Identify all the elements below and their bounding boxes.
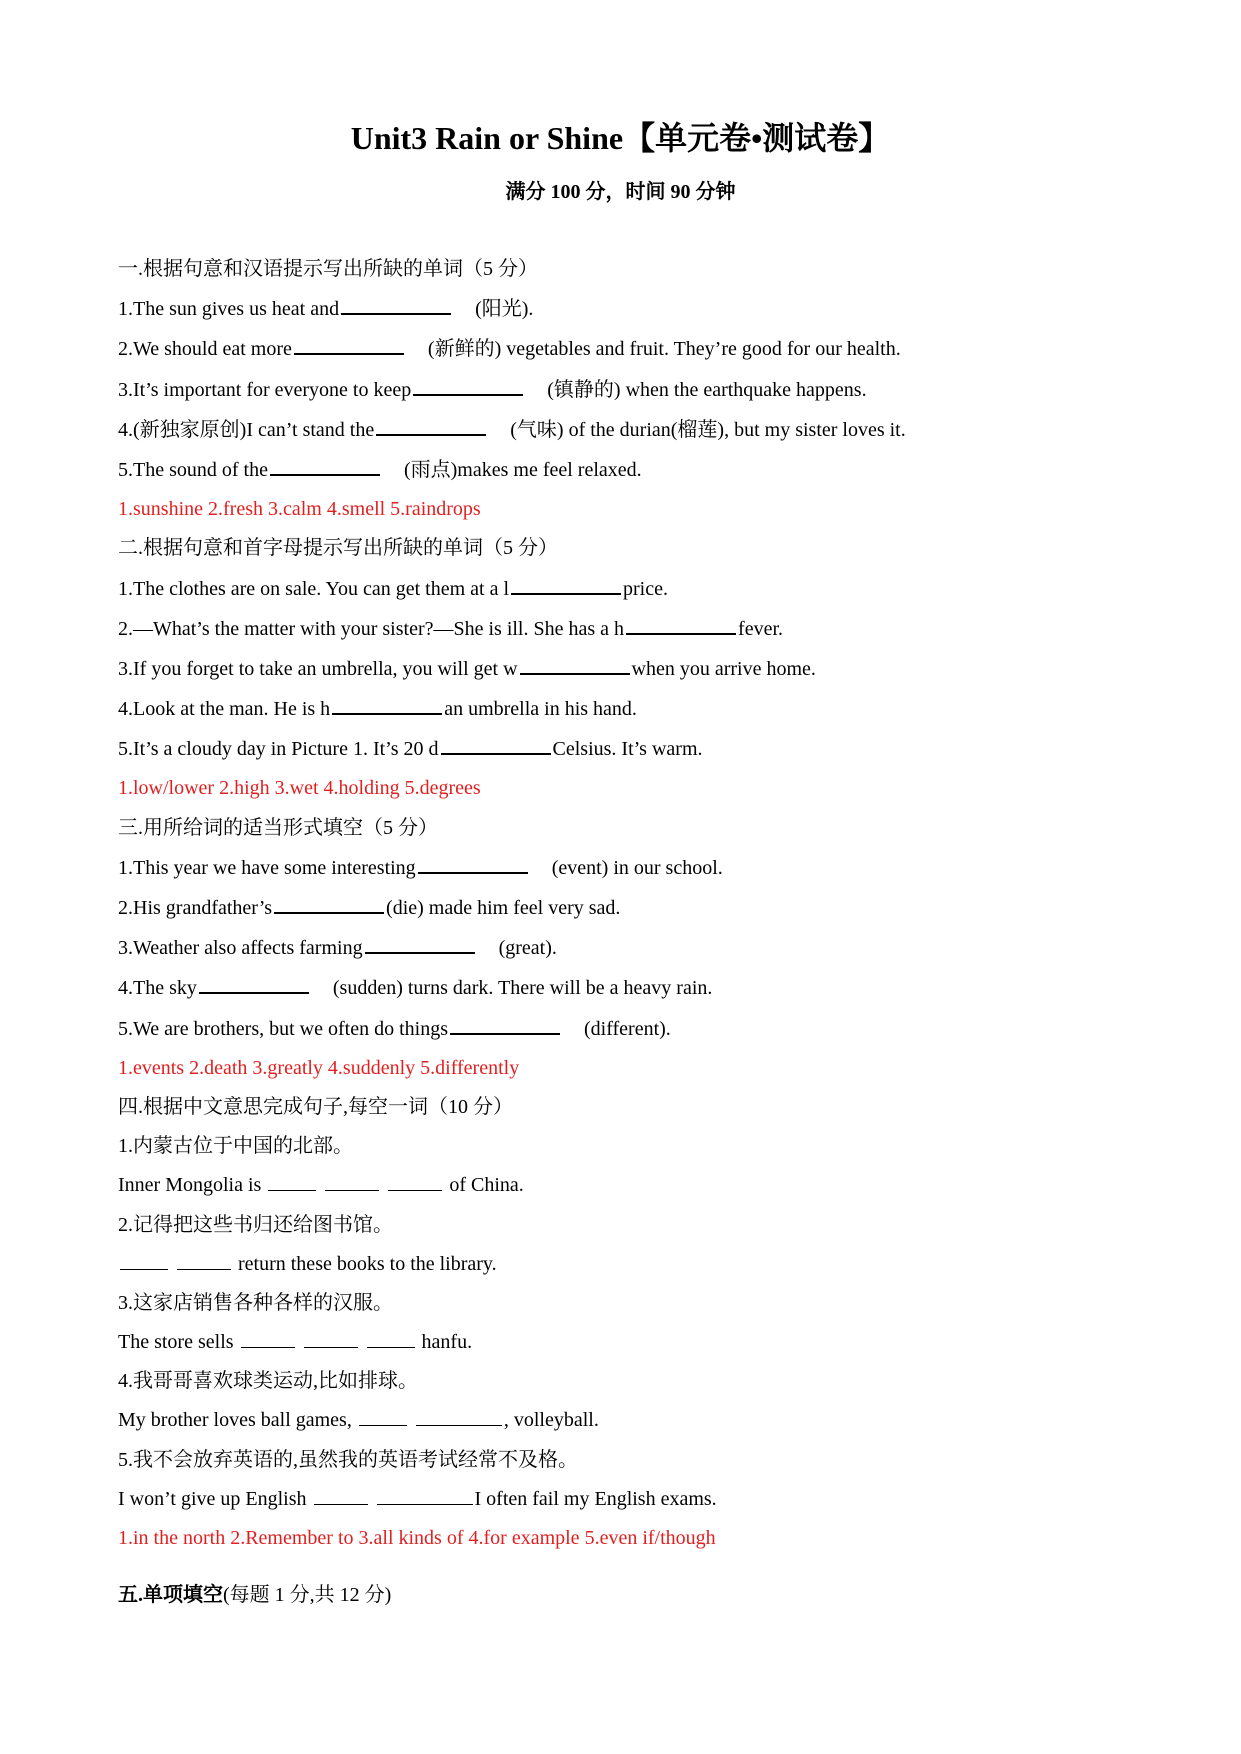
s4-q1-sentence	[118, 1172, 1178, 1199]
s1-answer-key: 1.sunshine 2.fresh 3.calm 4.smell 5.raindrops	[118, 498, 481, 521]
answer-blank[interactable]	[314, 1486, 368, 1505]
s4-q4-chinese: 4.我哥哥喜欢球类运动,比如排球。	[118, 1370, 418, 1393]
s2-q3-text-b: when you arrive home.	[631, 657, 816, 680]
s3-q4-text-a: 4.The sky	[118, 977, 197, 1000]
s4-q5-chinese: 5.我不会放弃英语的,虽然我的英语考试经常不及格。	[118, 1448, 578, 1471]
s3-q3-text-b: (great).	[498, 937, 557, 960]
answer-blank[interactable]	[341, 295, 451, 315]
s1-q3-text-a: 3.It’s important for everyone to keep	[118, 378, 412, 401]
s4-q3-sentence	[118, 1329, 1178, 1356]
s3-q5-text-b: (different).	[583, 1017, 671, 1040]
s4-q1-chinese: 1.内蒙古位于中国的北部。	[118, 1135, 353, 1158]
s3-q1-text-b: (event) in our school.	[551, 856, 723, 879]
section5-heading-bold: 五.单项填空	[118, 1584, 223, 1606]
answer-blank[interactable]	[418, 854, 528, 874]
s4-q5-text-a: I won’t give up English	[118, 1487, 307, 1510]
s1-q2-text-b: (新鲜的) vegetables and fruit. They’re good for our health.	[427, 338, 901, 361]
answer-blank[interactable]	[367, 1329, 415, 1348]
answer-blank[interactable]	[413, 376, 523, 396]
answer-blank[interactable]	[376, 416, 486, 436]
s2-answer-key: 1.low/lower 2.high 3.wet 4.holding 5.degrees	[118, 777, 481, 800]
s3-q4-text-b: (sudden) turns dark. There will be a heavy rain.	[332, 977, 713, 1000]
answer-blank[interactable]	[120, 1251, 168, 1270]
s2-q2-text-a: 2.—What’s the matter with your sister?—She is ill. She has a h	[118, 617, 625, 640]
s2-q1-text-a: 1.The clothes are on sale. You can get them at a l	[118, 577, 509, 600]
s1-q5-text-a: 5.The sound of the	[118, 458, 268, 481]
worksheet-content	[118, 256, 1178, 1564]
s2-question-4	[118, 695, 1178, 723]
s2-q1-text-b: price.	[623, 577, 668, 600]
answer-blank[interactable]	[441, 735, 551, 755]
s4-q2-text-b: return these books to the library.	[238, 1252, 497, 1275]
s3-question-3	[118, 934, 1178, 962]
s2-q3-text-a: 3.If you forget to take an umbrella, you will get w	[118, 657, 518, 680]
answer-blank[interactable]	[199, 974, 309, 994]
s4-q2-chinese: 2.记得把这些书归还给图书馆。	[118, 1213, 393, 1236]
s3-q2-text-b: (die) made him feel very sad.	[386, 897, 621, 919]
s4-q3-chinese: 3.这家店销售各种各样的汉服。	[118, 1291, 393, 1314]
s3-question-2	[118, 894, 1178, 922]
s2-question-5	[118, 735, 1178, 763]
s2-q5-text-a: 5.It’s a cloudy day in Picture 1. It’s 20 d	[118, 738, 439, 761]
answer-blank[interactable]	[520, 655, 630, 675]
s1-question-4	[118, 416, 1178, 444]
s1-q1-text-b: (阳光).	[475, 298, 534, 321]
s3-question-1	[118, 854, 1178, 882]
answer-blank[interactable]	[304, 1329, 358, 1348]
s4-q4-text-b: , volleyball.	[503, 1409, 599, 1432]
answer-blank[interactable]	[294, 335, 404, 355]
answer-blank[interactable]	[274, 894, 384, 914]
answer-blank[interactable]	[268, 1172, 316, 1191]
section3-heading: 三.用所给词的适当形式填空（5 分）	[118, 816, 438, 839]
s3-q5-text-a: 5.We are brothers, but we often do things	[118, 1017, 448, 1040]
s2-q4-text-a: 4.Look at the man. He is h	[118, 698, 331, 721]
s3-answer-key: 1.events 2.death 3.greatly 4.suddenly 5.differently	[118, 1056, 520, 1079]
s1-q5-text-b: (雨点)makes me feel relaxed.	[403, 458, 642, 481]
answer-blank[interactable]	[377, 1486, 473, 1505]
answer-blank[interactable]	[270, 456, 380, 476]
s4-q3-text-a: The store sells	[118, 1331, 234, 1354]
answer-blank[interactable]	[359, 1407, 407, 1426]
answer-blank[interactable]	[241, 1329, 295, 1348]
s1-question-3	[118, 376, 1178, 404]
s1-q3-text-b: (镇静的) when the earthquake happens.	[547, 378, 867, 401]
s3-q3-text-a: 3.Weather also affects farming	[118, 937, 363, 960]
section4-heading: 四.根据中文意思完成句子,每空一词（10 分）	[118, 1095, 513, 1118]
s1-question-1	[118, 295, 1178, 323]
section5-heading-rest: (每题 1 分,共 12 分)	[223, 1584, 392, 1606]
answer-blank[interactable]	[332, 695, 442, 715]
section5-heading	[118, 1582, 391, 1609]
s1-q4-text-a: 4.(新独家原创)I can’t stand the	[118, 418, 375, 441]
s4-q4-sentence	[118, 1407, 1178, 1434]
answer-blank[interactable]	[416, 1407, 502, 1426]
page-title: Unit3 Rain or Shine【单元卷•测试卷】	[350, 120, 891, 156]
s3-question-4	[118, 974, 1178, 1002]
s2-q4-text-b: an umbrella in his hand.	[444, 698, 637, 721]
s2-question-2	[118, 615, 1178, 643]
s4-q1-text-b: of China.	[449, 1174, 524, 1197]
s1-q2-text-a: 2.We should eat more	[118, 338, 292, 361]
s4-q5-text-b: I often fail my English exams.	[474, 1487, 717, 1510]
section2-heading: 二.根据句意和首字母提示写出所缺的单词（5 分）	[118, 537, 558, 560]
s4-q5-sentence	[118, 1486, 1178, 1513]
s3-question-5	[118, 1015, 1178, 1043]
s3-q2-text-a: 2.His grandfather’s	[118, 897, 273, 919]
page-subtitle: 满分 100 分，时间 90 分钟	[505, 181, 736, 203]
answer-blank[interactable]	[450, 1015, 560, 1035]
s4-q3-text-b: hanfu.	[421, 1331, 473, 1354]
s2-question-1	[118, 575, 1178, 603]
answer-blank[interactable]	[365, 934, 475, 954]
s1-q1-text-a: 1.The sun gives us heat and	[118, 298, 340, 321]
s4-q4-text-a: My brother loves ball games,	[118, 1409, 352, 1432]
answer-blank[interactable]	[511, 575, 621, 595]
answer-blank[interactable]	[388, 1172, 442, 1191]
answer-blank[interactable]	[626, 615, 736, 635]
section1-heading: 一.根据句意和汉语提示写出所缺的单词（5 分）	[118, 258, 538, 280]
s2-q5-text-b: Celsius. It’s warm.	[552, 738, 703, 761]
answer-blank[interactable]	[325, 1172, 379, 1191]
s4-answer-key: 1.in the north 2.Remember to 3.all kinds of 4.for example 5.even if/though	[118, 1527, 716, 1549]
s2-q2-text-b: fever.	[738, 617, 784, 640]
s1-question-5	[118, 456, 1178, 484]
s4-q2-sentence	[118, 1251, 1178, 1278]
s1-q4-text-b: (气味) of the durian(榴莲), but my sister loves it.	[510, 418, 906, 441]
answer-blank[interactable]	[177, 1251, 231, 1270]
s3-q1-text-a: 1.This year we have some interesting	[118, 856, 416, 879]
s4-q1-text-a: Inner Mongolia is	[118, 1174, 262, 1197]
s2-question-3	[118, 655, 1178, 683]
s1-question-2	[118, 335, 1178, 363]
